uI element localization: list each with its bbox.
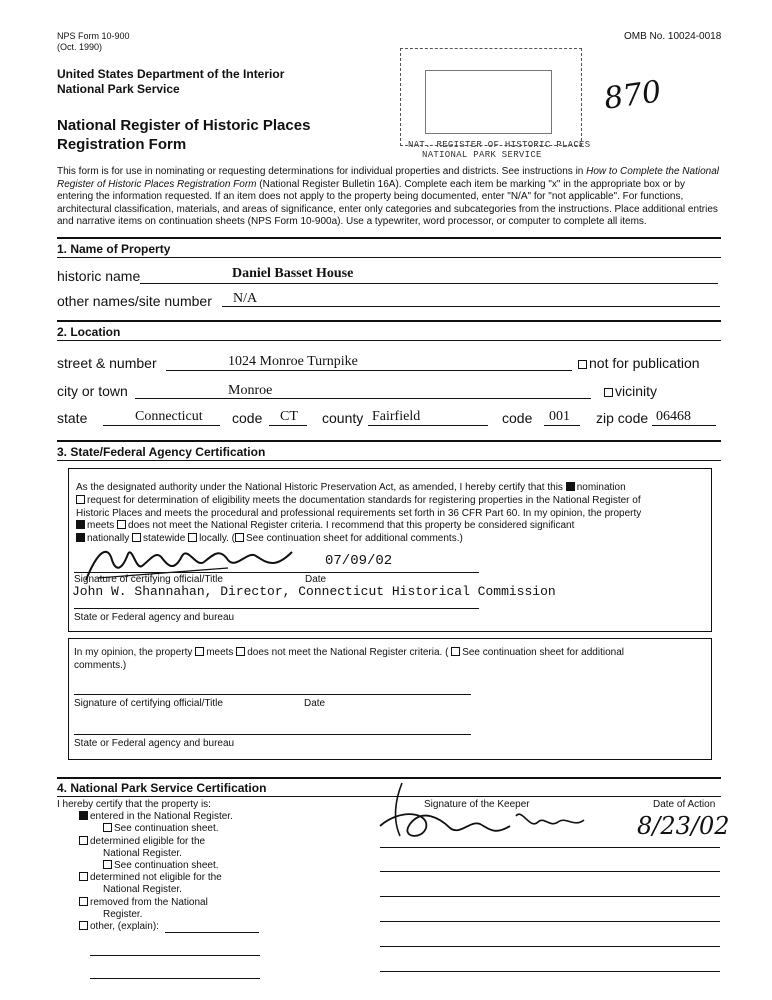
removed-label: removed from the National [90, 896, 208, 908]
instructions-text-1: This form is for use in nominating or requesting determinations for individual properties and districts. See instructions in [57, 166, 587, 177]
meets-checkbox[interactable] [76, 520, 85, 529]
determined-not-eligible-label: determined not eligible for the [90, 872, 222, 884]
state-bureau-line [74, 608, 479, 609]
opinion-continuation-checkbox[interactable] [451, 647, 460, 656]
omb-number: OMB No. 10024-0018 [624, 31, 722, 42]
state-code-label: code [232, 410, 263, 426]
section2-heading: 2. Location [57, 325, 121, 339]
state-official-name[interactable]: John W. Shannahan, Director, Connecticut Historical Commission [72, 584, 556, 599]
determined-eligible-checkbox[interactable] [79, 836, 88, 845]
state-signature-label: Signature of certifying official/Title [74, 574, 223, 585]
cert-text-1: As the designated authority under the National Historic Preservation Act, as amended, I hereby certify that this [76, 482, 563, 493]
keeper-signature-label: Signature of the Keeper [424, 799, 530, 810]
hereby-certify-text: I hereby certify that the property is: [57, 799, 211, 810]
street-value[interactable]: 1024 Monroe Turnpike [228, 354, 358, 369]
city-line [135, 398, 591, 399]
stamp-line-1: NAT. REGISTER OF HISTORIC PLACES [408, 140, 591, 150]
city-label: city or town [57, 383, 128, 399]
keeper-signature [370, 778, 600, 848]
option-see-1[interactable] [57, 823, 307, 835]
state-cert-date[interactable]: 07/09/02 [325, 553, 393, 569]
county-code-value[interactable]: 001 [549, 409, 570, 424]
section1-heading: 1. Name of Property [57, 242, 171, 256]
county-label: county [322, 410, 364, 426]
other-names-label: other names/site number [57, 293, 212, 309]
opinion-text-a: In my opinion, the property [74, 647, 193, 658]
commenting-bureau-label: State or Federal agency and bureau [74, 738, 235, 749]
opinion-meets-checkbox[interactable] [195, 647, 204, 656]
nomination-checkbox[interactable] [566, 482, 575, 491]
historic-name-line [140, 283, 718, 284]
state-date-label: Date [305, 574, 327, 585]
zip-label: zip code [596, 410, 649, 426]
county-value[interactable]: Fairfield [372, 409, 421, 424]
option-removed[interactable] [57, 897, 307, 909]
city-value[interactable]: Monroe [228, 383, 273, 398]
section1-rule [57, 237, 721, 239]
county-code-line [544, 425, 580, 426]
instructions-bulletin-title: How to Complete the National Register of Historic Places Registration Form [57, 166, 719, 190]
instructions-paragraph [57, 166, 721, 229]
option-determined-eligible[interactable] [57, 836, 307, 848]
opinion-statement [74, 647, 704, 673]
determined-not-eligible-checkbox[interactable] [79, 872, 88, 881]
zip-line [652, 425, 716, 426]
county-code-label: code [502, 410, 533, 426]
date-of-action-value[interactable]: 8/23/02 [637, 812, 730, 840]
keeper-line-4 [380, 921, 720, 922]
form-date: (Oct. 1990) [57, 42, 103, 52]
continuation-label: See continuation sheet for additional comments.) [246, 533, 463, 545]
not-for-publication-checkbox[interactable] [578, 360, 587, 369]
section1-underline [57, 257, 721, 258]
state-value[interactable]: Connecticut [135, 409, 203, 424]
state-signature-line [74, 572, 479, 573]
option-determined-not-eligible[interactable] [57, 872, 307, 884]
opinion-not-meet-checkbox[interactable] [236, 647, 245, 656]
other-explain-line-1 [165, 932, 259, 933]
street-label: street & number [57, 355, 157, 371]
keeper-line-5 [380, 946, 720, 947]
section2-underline [57, 340, 721, 341]
other-explain-line-3 [90, 978, 260, 979]
opinion-text-e: comments.) [74, 659, 127, 671]
other-names-line [222, 306, 720, 307]
stamp-inner-box [425, 70, 552, 134]
determined-eligible-label: determined eligible for the [90, 835, 206, 847]
vicinity-checkbox[interactable] [604, 388, 613, 397]
agency: National Park Service [57, 82, 180, 96]
commenting-date-label: Date [304, 698, 326, 709]
stamp-line-2: NATIONAL PARK SERVICE [422, 150, 542, 160]
determination-checkbox[interactable] [76, 495, 85, 504]
other-names-value[interactable]: N/A [233, 291, 258, 306]
handwritten-number: 870 [601, 74, 664, 117]
instructions-text-2: (National Register Bulletin 16A). Complete each item be marking "x" in the appropriate box or by entering the information requested. If an item does not apply to the property being documented, enter "N/A" for "not applicable". For functions, architectural classification, materials, and areas of significance, enter only categories and subcategories from the instructions. Place additional entries and narrative items on continuation sheets (NPS Form 10-900a). Use a typewriter, word processor, or computer to complete all items. [57, 178, 718, 227]
opinion-meets-label: meets [206, 647, 234, 658]
nationally-label: nationally [87, 533, 130, 545]
state-code-value[interactable]: CT [280, 409, 298, 424]
entered-label: entered in the National Register. [90, 811, 233, 823]
section3-underline [57, 460, 721, 461]
cert-line-3: Historic Places and meets the procedural and professional requirements set forth in 36 CFR Part 60. In my opinion, the property [76, 507, 642, 519]
section4-heading: 4. National Park Service Certification [57, 781, 267, 795]
opinion-text-c: does not meet the National Register criteria. ( [247, 647, 449, 658]
option-see-2[interactable] [57, 860, 307, 872]
vicinity-label: vicinity [615, 383, 658, 399]
meets-label: meets [87, 520, 115, 532]
nomination-label: nomination [576, 482, 626, 493]
street-line [166, 370, 572, 371]
county-line [368, 425, 488, 426]
register-text: Register. [103, 908, 143, 920]
locally-label: locally. ( [199, 533, 236, 545]
keeper-certification-list [57, 799, 307, 933]
see-continuation-2-checkbox[interactable] [103, 860, 112, 869]
see-continuation-1-checkbox[interactable] [103, 823, 112, 832]
historic-name-value[interactable]: Daniel Basset House [232, 266, 354, 281]
section3-heading: 3. State/Federal Agency Certification [57, 445, 266, 459]
national-register-1: National Register. [103, 847, 182, 859]
keeper-line-1 [380, 847, 720, 848]
date-of-action-label: Date of Action [653, 799, 716, 810]
entered-checkbox[interactable] [79, 811, 88, 820]
zip-value[interactable]: 06468 [656, 409, 691, 424]
cert-line-2 [76, 495, 706, 508]
see-continuation-2-label: See continuation sheet. [114, 860, 219, 872]
keeper-line-3 [380, 896, 720, 897]
statewide-label: statewide [143, 533, 186, 545]
keeper-line-6 [380, 971, 720, 972]
state-label: state [57, 410, 88, 426]
other-label: other, (explain): [90, 921, 159, 933]
other-explain-line-2 [90, 955, 260, 956]
section2-rule [57, 320, 721, 322]
certification-statement [76, 482, 706, 546]
cert-text-4: does not meet the National Register criteria. I recommend that this property be considered significant [128, 520, 575, 532]
other-checkbox[interactable] [79, 921, 88, 930]
not-for-publication-label: not for publication [589, 355, 700, 371]
opinion-text-d: See continuation sheet for additional [462, 647, 624, 658]
removed-checkbox[interactable] [79, 897, 88, 906]
historic-name-label: historic name [57, 268, 141, 284]
option-entered[interactable] [57, 811, 307, 823]
state-code-line [269, 425, 307, 426]
form-title: National Register of Historic Places [57, 117, 311, 134]
state-bureau-label: State or Federal agency and bureau [74, 612, 235, 623]
commenting-signature-label: Signature of certifying official/Title [74, 698, 223, 709]
cert-line-4 [76, 520, 706, 533]
vicinity[interactable] [604, 383, 657, 399]
not-for-publication[interactable] [578, 355, 700, 371]
department: United States Department of the Interior [57, 67, 285, 81]
form-number: NPS Form 10-900 [57, 31, 130, 41]
section3-rule [57, 440, 721, 442]
cert-line-1 [76, 482, 706, 495]
commenting-bureau-line [74, 734, 471, 735]
does-not-meet-checkbox[interactable] [117, 520, 126, 529]
form-subtitle: Registration Form [57, 136, 187, 153]
see-continuation-1-label: See continuation sheet. [114, 823, 219, 835]
keeper-line-2 [380, 871, 720, 872]
state-line [103, 425, 220, 426]
commenting-signature-line [74, 694, 471, 695]
national-register-2: National Register. [103, 884, 182, 896]
cert-text-2: request for determination of eligibility meets the documentation standards for registering properties in the National Register of [87, 494, 641, 506]
